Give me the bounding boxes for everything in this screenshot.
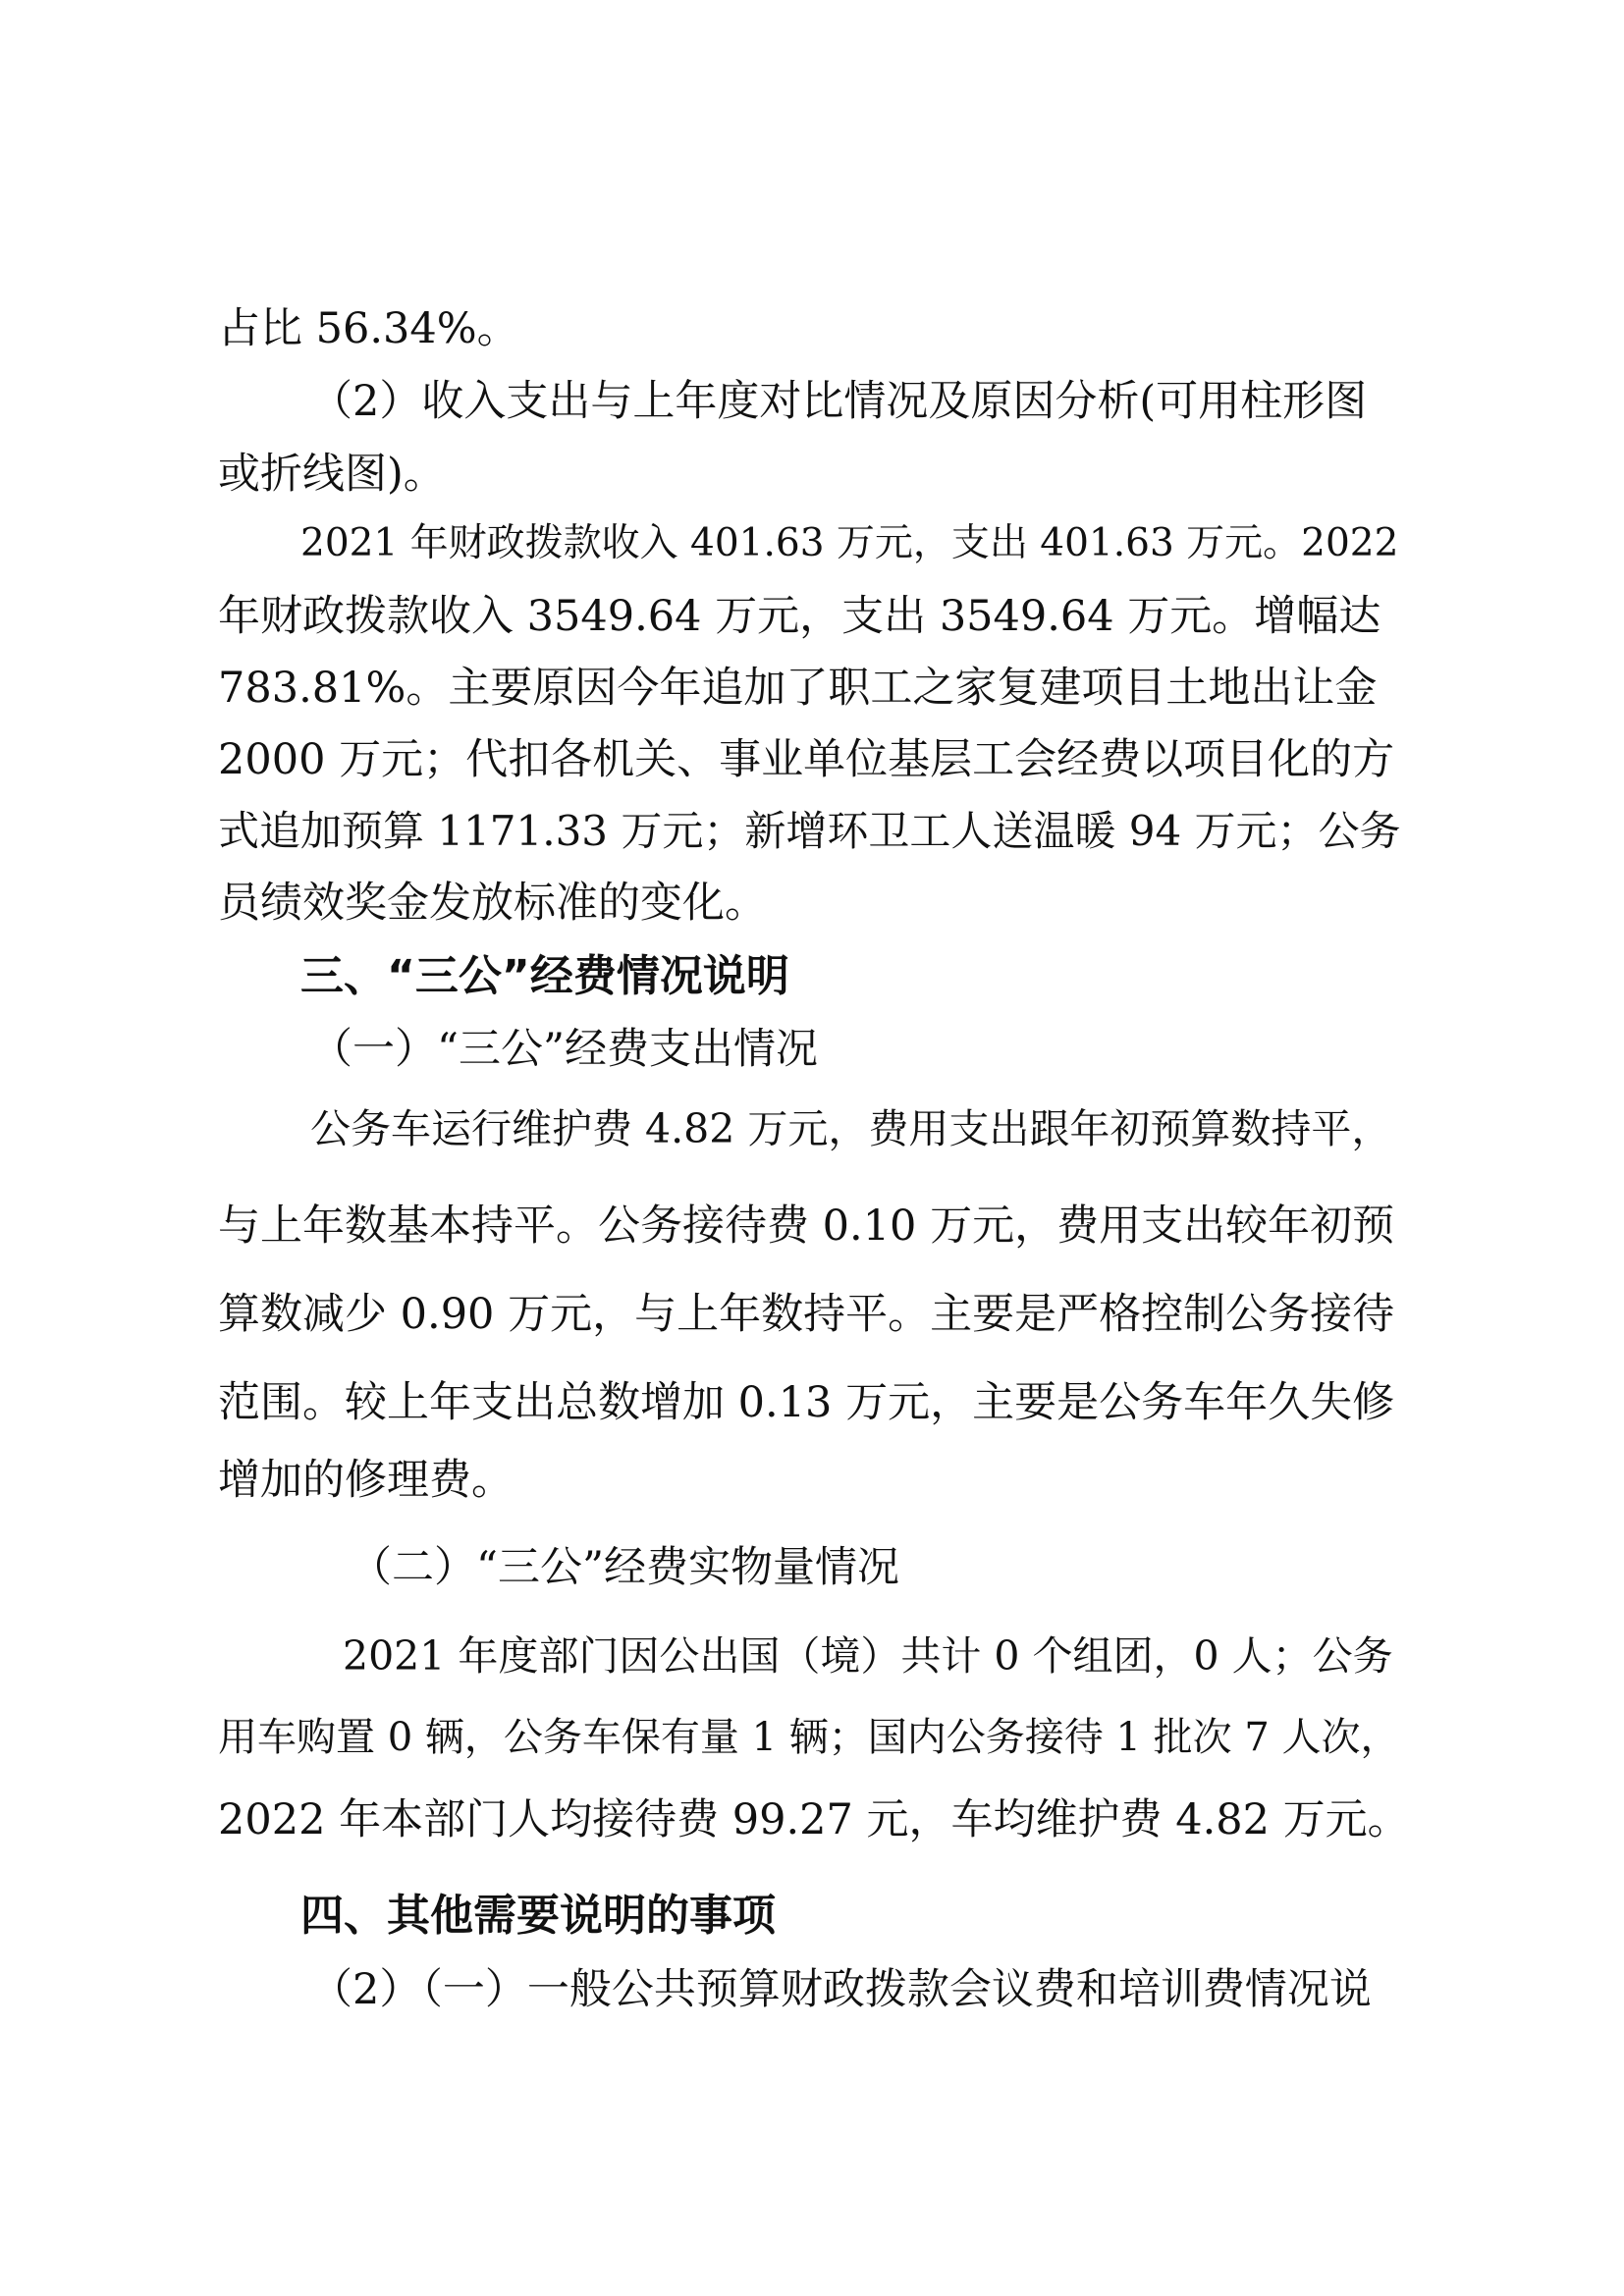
text-line: 2000 万元；代扣各机关、事业单位基层工会经费以项目化的方 [218, 735, 1395, 784]
subsection-heading: （二）“三公”经费实物量情况 [350, 1543, 899, 1592]
text-line: 增加的修理费。 [218, 1456, 514, 1505]
section-heading: 四、其他需要说明的事项 [300, 1891, 776, 1941]
text-line: 与上年数基本持平。公务接待费 0.10 万元，费用支出较年初预 [218, 1201, 1395, 1251]
text-line: 2021 年财政拨款收入 401.63 万元，支出 401.63 万元。2022 [300, 521, 1399, 565]
text-line: 或折线图)。 [218, 450, 446, 499]
text-line: 占比 56.34%。 [218, 304, 519, 353]
text-line: （2）（一）一般公共预算财政拨款会议费和培训费情况说 [310, 1965, 1372, 2014]
text-line: 公务车运行维护费 4.82 万元，费用支出跟年初预算数持平， [310, 1105, 1392, 1152]
text-line: 783.81%。主要原因今年追加了职工之家复建项目土地出让金 [218, 664, 1378, 713]
section-heading: 三、“三公”经费情况说明 [300, 951, 789, 1001]
text-line: （2）收入支出与上年度对比情况及原因分析(可用柱形图 [310, 377, 1368, 426]
text-line: 2021 年度部门因公出国（境）共计 0 个组团，0 人；公务 [343, 1632, 1393, 1680]
text-line: 2022 年本部门人均接待费 99.27 元，车均维护费 4.82 万元。 [218, 1795, 1410, 1844]
text-line: 算数减少 0.90 万元，与上年数持平。主要是严格控制公务接待 [218, 1290, 1395, 1339]
subsection-heading: （一）“三公”经费支出情况 [310, 1025, 818, 1074]
text-line: 式追加预算 1171.33 万元；新增环卫工人送温暖 94 万元；公务 [218, 807, 1401, 855]
text-line: 年财政拨款收入 3549.64 万元，支出 3549.64 万元。增幅达 [218, 592, 1381, 641]
text-line: 范围。较上年支出总数增加 0.13 万元，主要是公务车年久失修 [218, 1378, 1395, 1427]
text-line: 用车购置 0 辆，公务车保有量 1 辆；国内公务接待 1 批次 7 人次， [218, 1715, 1400, 1760]
text-line: 员绩效奖金发放标准的变化。 [218, 879, 767, 928]
